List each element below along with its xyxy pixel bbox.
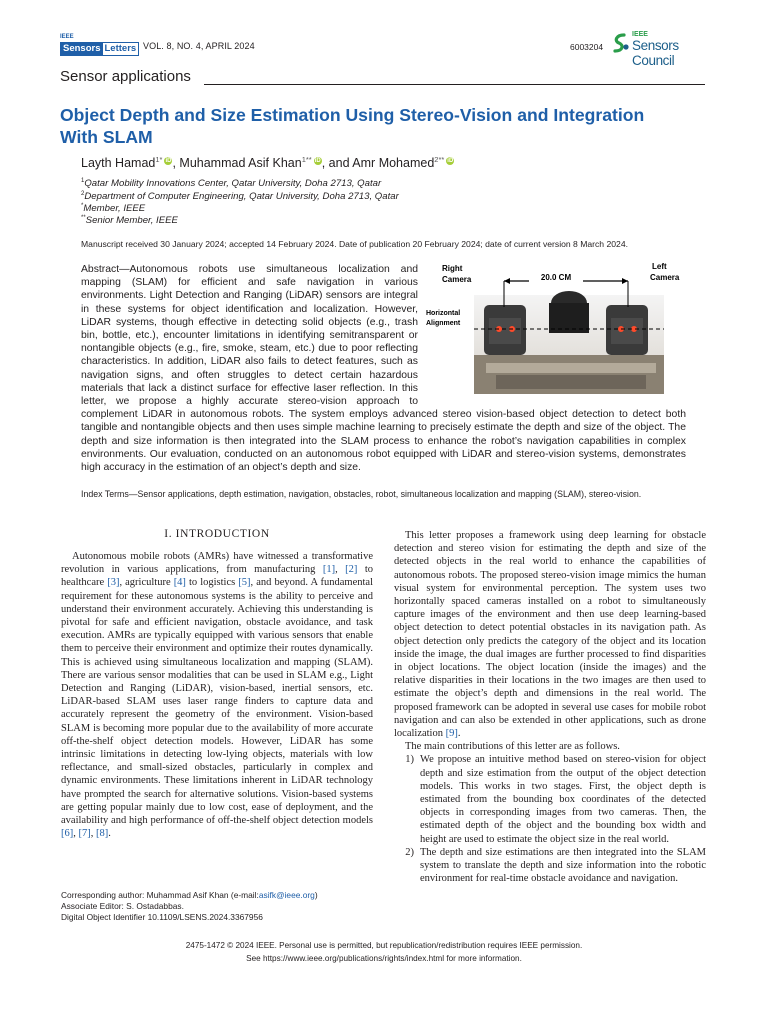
- contribution-number: 2): [405, 846, 414, 858]
- council-swirl-icon: [610, 32, 632, 54]
- logo-word-letters: Letters: [104, 43, 137, 54]
- council-name: Sensors Council: [632, 38, 679, 68]
- manuscript-dates: Manuscript received 30 January 2024; accepted 14 February 2024. Date of publication 20 February 2024; date of current version 8 March 2024.: [81, 239, 628, 249]
- sensors-letters-logo: [60, 36, 140, 56]
- stereo-camera-figure: [426, 263, 686, 394]
- author-sup: 1**: [301, 155, 312, 164]
- author-sup: 2**: [434, 155, 445, 164]
- author-name: and Amr Mohamed: [328, 156, 435, 171]
- figure-alignment-label: Horizontal Alignment: [426, 310, 461, 327]
- framework-paragraph: This letter proposes a framework using deep learning for obstacle detection and stereo vision for estimating the depth and size of the detected objects in the real world to enhance the capabilities of autonomous robots. The proposed stereo-vision image mimics the human visual system for environmental perception. The system uses two horizontally spaced cameras installed on a robot to simultaneously capture images of the environment and then use deep learning-based object detection to detect potential obstacles in its navigation path. As object detection only predicts the category of the object and its location inside the image, the dual images are further processed to find disparities in object locations. The object location (inside the images) and the relative disparities in their locations in the two images are then used to estimate the object’s depth and dimensions in the real world. The proposed framework can be adopted in several use cases for mobile robot navigation and can also be extended in other applications, such as drone localization [9].: [394, 530, 706, 740]
- doi: Digital Object Identifier 10.1109/LSENS.2024.3367956: [61, 912, 263, 923]
- contribution-number: 1): [405, 754, 414, 766]
- logo-box: [60, 42, 139, 56]
- author-email-link[interactable]: asifk@ieee.org: [258, 890, 315, 900]
- council-ieee-text: IEEE: [632, 31, 648, 38]
- orcid-icon[interactable]: iD: [314, 158, 321, 165]
- citation-link[interactable]: [3]: [107, 577, 120, 589]
- citation-link[interactable]: [2]: [345, 564, 358, 576]
- citation-link[interactable]: [6]: [61, 828, 74, 840]
- section-label: Sensor applications: [60, 68, 191, 85]
- section-heading-introduction: I. INTRODUCTION: [164, 528, 270, 540]
- intro-paragraph: Autonomous mobile robots (AMRs) have witnessed a transformative revolution in various applications, from manufacturing [1], [2] to healthcare [3], agriculture [4] to logistics [5], and beyond. A fundamental requirement for these autonomous systems is the ability to perceive and understand their environment accurately. Achieving this understanding is pivotal for safe and efficient navigation, obstacle avoidance, and task execution. AMRs are typically equipped with various sensors that enable them to perceive their environment and optimize their routes dynamically. This is achieved using simultaneous localization and mapping (SLAM). There are various sensor modalities that can be used in SLAM e.g., Light Detection and Ranging (LiDAR), vision-based, inertial sensors, etc. LiDAR-based SLAM uses laser range finders to capture data and accurately represent the geometry of the environment. Vision-based SLAM is becoming more popular due to the availability of more accurate off-the-shelf object detection models. However, LiDAR has some intrinsic limitations in detecting low-lying objects, materials with low reflectance, and small-sized obstacles, particularly in complex and dynamic environments. These limitations inherent in LiDAR technology have prompted the search for alternative solutions. Vision-based systems are getting popular mainly due to low cost, ease of deployment, and the availability and high performance of off-the-shelf object detection models [6], [7], [8].: [61, 551, 374, 840]
- citation-link[interactable]: [4]: [173, 577, 186, 589]
- abstract-text: Abstract—Autonomous robots use simultaneous localization and mapping (SLAM) for efficient and safe navigation in various environments. Light Detection and Ranging (LiDAR) sensors are integral in these systems for object identification and localization. However, LiDAR systems, though effective in detecting solid objects (e.g., trash bin, bottle, etc.), encounter limitations in identifying semitransparent or nontangible objects (e.g., fire, smoke, steam, etc.) due to poor reflecting characteristics. In addition, LiDAR also fails to detect features, such as navigation signs, and often struggles to detect certain hazardous materials that lack a distinct surface for effective laser reflection. In this letter, we propose a highly accurate stereo-vision approach to complement LiDAR in autonomous robots. The system employs advanced stereo vision-based object detection to detect both tangible and nontangible objects and then uses simple machine learning to precisely estimate the depth and size of the object. The depth and size information is then integrated into the SLAM process to enhance the robot’s navigation capabilities in complex environments. Our evaluation, conducted on an autonomous robot equipped with LiDAR and stereo-vision systems, demonstrates high accuracy in the estimation of an object’s depth and size.: [81, 264, 686, 474]
- abstract: [81, 263, 686, 474]
- sensors-council-logo: [610, 31, 710, 68]
- left-column: [61, 550, 373, 840]
- affiliation: $^2$Department of Computer Engineering, Qatar University, Doha 2713, Qatar: [81, 191, 399, 203]
- contribution-item: [394, 753, 706, 845]
- copyright-line: 2475-1472 © 2024 IEEE. Personal use is permitted, but republication/redistribution requires IEEE permission.: [185, 941, 583, 950]
- affiliation: $^1$Qatar Mobility Innovations Center, Qatar University, Doha 2713, Qatar: [81, 178, 382, 190]
- citation-link[interactable]: [8]: [96, 828, 109, 840]
- citation-link[interactable]: [7]: [78, 828, 91, 840]
- section-rule: [204, 84, 705, 85]
- page-number: 6003204: [570, 42, 604, 52]
- citation-link[interactable]: [9]: [445, 728, 458, 740]
- right-column: [394, 529, 706, 885]
- corresponding-line: Corresponding author: Muhammad Asif Khan (e-mail:asifk@ieee.org): [61, 890, 318, 900]
- author-sup: 1*: [155, 155, 163, 164]
- rights-link[interactable]: See https://www.ieee.org/publications/rights/index.html for more information.: [246, 953, 522, 963]
- citation-link[interactable]: [5]: [238, 577, 251, 589]
- corresponding-author-note: [61, 890, 318, 924]
- figure-distance-label: 20.0 CM: [540, 273, 572, 282]
- author-list: Layth Hamad$^{1*}$ iD, Muhammad Asif Khan$^{1**}$ iD, and Amr Mohamed$^{2**}$ iD: [81, 155, 454, 171]
- affiliation: *Member, IEEE: [81, 203, 146, 215]
- orcid-icon[interactable]: iD: [447, 158, 454, 165]
- contributions-intro: The main contributions of this letter are as follows.: [405, 741, 620, 753]
- logo-ieee-text: IEEE: [60, 34, 74, 40]
- figure-right-camera-label: Right Camera: [442, 264, 472, 284]
- contribution-item: [394, 846, 706, 886]
- orcid-icon[interactable]: iD: [165, 158, 172, 165]
- logo-word-sensors: Sensors: [63, 43, 101, 54]
- citation-link[interactable]: [1]: [322, 564, 336, 576]
- index-terms: Index Terms—Sensor applications, depth estimation, navigation, obstacles, robot, simultaneous localization and mapping (SLAM), stereo-vision.: [81, 489, 642, 499]
- author-name: Layth Hamad: [81, 156, 156, 171]
- paper-title: Object Depth and Size Estimation Using Stereo-Vision and Integration With SLAM: [60, 105, 645, 147]
- associate-editor: Associate Editor: S. Ostadabbas.: [61, 901, 184, 912]
- contribution-text: We propose an intuitive method based on stereo-vision for object depth and size estimation from the output of the object detection models. This works in two stages. First, the object depth is estimated from the bounding box coordinates of the detected objects in corresponding images from two cameras. Then, the estimated depth of the object and the bounding box width and height are used to estimate the object size in the real world.: [420, 754, 706, 845]
- author-name: Muhammad Asif Khan: [179, 156, 302, 171]
- copyright-footer: [0, 940, 768, 965]
- volume-info: VOL. 8, NO. 4, APRIL 2024: [143, 41, 255, 51]
- contribution-text: The depth and size estimations are then integrated into the SLAM system to translate the depth and size information into the robotic environment for real-time obstacle avoidance and navigation.: [420, 846, 706, 885]
- affiliation: **Senior Member, IEEE: [81, 215, 178, 227]
- robot-photo-illustration: [426, 263, 686, 394]
- abstract-figure: [426, 263, 686, 394]
- figure-left-camera-label: Left Camera: [650, 263, 680, 282]
